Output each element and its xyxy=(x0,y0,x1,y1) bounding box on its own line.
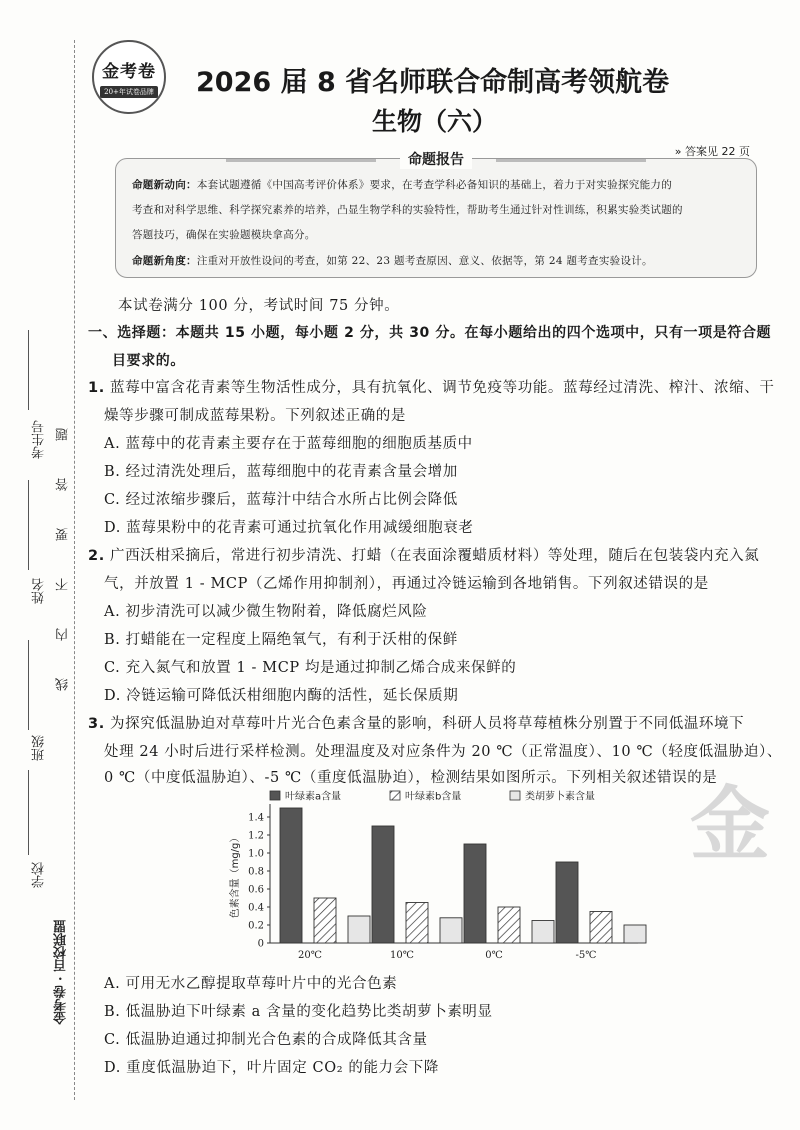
q3-stem-line3: 0 ℃（中度低温胁迫）、-5 ℃（重度低温胁迫），检测结果如图所示。下列相关叙述错误的是 xyxy=(104,770,718,786)
x-tick-label: 0℃ xyxy=(485,950,503,961)
answer-reference xyxy=(675,143,750,159)
q1-stem-line1 xyxy=(88,376,774,397)
angle-label: 命题新角度： xyxy=(132,255,197,267)
seal-char: 要 xyxy=(56,528,71,541)
q3-stem-text-1: 为探究低温胁迫对草莓叶片光合色素含量的影响，科研人员将草莓植株分别置于不同低温环境下 xyxy=(110,716,745,732)
q3-stem-line1 xyxy=(88,712,744,733)
q2-number: 2. xyxy=(88,548,105,564)
margin-label-name: 姓名 xyxy=(32,578,47,604)
paper-subtitle: 生物（六） xyxy=(372,107,498,136)
y-tick-label: 1.4 xyxy=(248,812,264,824)
q3-number: 3. xyxy=(88,716,105,732)
q1-stem-line2: 燥等步骤可制成蓝莓果粉。下列叙述正确的是 xyxy=(104,408,406,424)
q1-option-d: D. 蓝莓果粉中的花青素可通过抗氧化作用减缓细胞衰老 xyxy=(104,520,474,536)
x-tick-label: 20℃ xyxy=(298,950,322,961)
q2-option-b: B. 打蜡能在一定程度上隔绝氧气，有利于沃柑的保鲜 xyxy=(104,632,458,648)
y-tick-label: 0.8 xyxy=(248,866,264,878)
margin-label-class: 班级 xyxy=(32,735,47,761)
report-decoration-right xyxy=(496,159,646,162)
pigment-bar-chart xyxy=(208,788,648,966)
x-tick-label: -5℃ xyxy=(575,950,597,961)
report-angle xyxy=(132,249,742,274)
q3-option-a: A. 可用无水乙醇提取草莓叶片中的光合色素 xyxy=(104,976,398,992)
margin-label-exam-number: 考生号 xyxy=(32,420,47,459)
bar-chlb xyxy=(590,912,612,944)
bar-carotenoid xyxy=(532,921,554,944)
seal-char: 题 xyxy=(56,428,71,441)
section1-heading-line1: 一、选择题：本题共 15 小题，每小题 2 分，共 30 分。在每小题给出的四个选项中，只有一项是符合题 xyxy=(88,325,772,341)
seal-char: 不 xyxy=(56,578,71,591)
q3-option-c: C. 低温胁迫通过抑制光合色素的合成降低其含量 xyxy=(104,1032,428,1048)
margin-brand: 金考卷 · 百校联盟 xyxy=(54,920,69,1025)
brand-logo xyxy=(92,40,166,114)
section1-heading-line2: 目要求的。 xyxy=(112,353,185,369)
q2-option-d: D. 冷链运输可降低沃柑细胞内酶的活性，延长保质期 xyxy=(104,688,459,704)
q1-option-b: B. 经过清洗处理后，蓝莓细胞中的花青素含量会增加 xyxy=(104,464,458,480)
report-title: 命题报告 xyxy=(400,149,472,169)
q2-stem-line2: 气，并放置 1 - MCP（乙烯作用抑制剂），再通过冷链运输到各地销售。下列叙述错误的是 xyxy=(104,576,709,592)
legend-label: 叶绿素a含量 xyxy=(285,791,342,803)
watermark: 金 xyxy=(690,777,770,871)
logo-sub-text: 20+年试卷品牌 xyxy=(100,86,158,98)
y-tick-label: 0 xyxy=(257,938,264,950)
q2-option-a: A. 初步清洗可以减少微生物附着，降低腐烂风险 xyxy=(104,604,428,620)
bar-carotenoid xyxy=(348,916,370,943)
q3-stem-line2: 处理 24 小时后进行采样检测。处理温度及对应条件为 20 ℃（正常温度）、10 ℃（轻度低温胁迫）、 xyxy=(104,744,782,760)
q2-option-c: C. 充入氮气和放置 1 - MCP 均是通过抑制乙烯合成来保鲜的 xyxy=(104,660,517,676)
y-tick-label: 0.2 xyxy=(248,920,264,932)
answer-reference-text: 答案见 22 页 xyxy=(685,145,750,158)
bar-carotenoid xyxy=(624,925,646,943)
bar-chlb xyxy=(498,907,520,943)
legend-swatch xyxy=(510,791,520,800)
bar-carotenoid xyxy=(440,918,462,943)
legend-swatch xyxy=(270,791,280,800)
binding-dashed-line xyxy=(74,40,75,1100)
class-field xyxy=(28,640,29,730)
bar-chlb xyxy=(314,898,336,943)
q3-option-b: B. 低温胁迫下叶绿素 a 含量的变化趋势比类胡萝卜素明显 xyxy=(104,1004,493,1020)
q2-stem-text-1: 广西沃柑采摘后，常进行初步清洗、打蜡（在表面涂覆蜡质材料）等处理，随后在包装袋内充入氮 xyxy=(110,548,760,564)
q1-stem-text-1: 蓝莓中富含花青素等生物活性成分，具有抗氧化、调节免疫等功能。蓝莓经过清洗、榨汁、浓缩、干 xyxy=(110,380,775,396)
report-trend xyxy=(132,173,742,248)
margin-label-school: 学校 xyxy=(32,862,47,888)
paper-intro: 本试卷满分 100 分，考试时间 75 分钟。 xyxy=(118,298,400,314)
trend-label: 命题新动向： xyxy=(132,179,197,191)
double-chevron-icon: » xyxy=(674,145,682,158)
q1-option-a: A. 蓝莓中的花青素主要存在于蓝莓细胞的细胞质基质中 xyxy=(104,436,473,452)
report-decoration-left xyxy=(226,159,376,162)
logo-main-text: 金考卷 xyxy=(102,61,156,82)
bar-chlb xyxy=(406,903,428,944)
y-axis-label: 色素含量（mg/g） xyxy=(230,832,241,919)
trend-text-3: 答题技巧，确保在实验题模块拿高分。 xyxy=(132,229,316,241)
angle-text: 注重对开放性设问的考查，如第 22、23 题考查原因、意义、依据等，第 24 题考查实验设计。 xyxy=(196,255,653,267)
bar-chla xyxy=(464,844,486,943)
q1-option-c: C. 经过浓缩步骤后，蓝莓汁中结合水所占比例会降低 xyxy=(104,492,458,508)
q2-stem-line1 xyxy=(88,544,759,565)
y-tick-label: 0.4 xyxy=(248,902,264,914)
seal-char: 答 xyxy=(56,478,71,491)
exam-number-field xyxy=(28,330,29,410)
legend-label: 叶绿素b含量 xyxy=(405,791,462,803)
school-field xyxy=(28,770,29,855)
x-tick-label: 10℃ xyxy=(390,950,414,961)
legend-swatch xyxy=(390,791,400,800)
y-tick-label: 1.2 xyxy=(248,830,264,842)
bar-chla xyxy=(280,808,302,943)
q1-number: 1. xyxy=(88,380,105,396)
seal-char: 线 xyxy=(56,678,71,691)
trend-text-2: 考查和对科学思维、科学探究素养的培养，凸显生物学科的实验特性，帮助考生通过针对性训练，积累实验类试题的 xyxy=(132,204,683,216)
q3-option-d: D. 重度低温胁迫下，叶片固定 CO₂ 的能力会下降 xyxy=(104,1060,439,1076)
legend-label: 类胡萝卜素含量 xyxy=(525,791,595,803)
bar-chla xyxy=(372,826,394,943)
y-tick-label: 0.6 xyxy=(248,884,264,896)
seal-char: 内 xyxy=(56,628,71,641)
name-field xyxy=(28,480,29,570)
trend-text-1: 本套试题遵循《中国高考评价体系》要求，在考查学科必备知识的基础上，着力于对实验探究能力的 xyxy=(196,179,673,191)
bar-chla xyxy=(556,862,578,943)
paper-title: 2026 届 8 省名师联合命制高考领航卷 xyxy=(196,67,670,98)
y-tick-label: 1.0 xyxy=(248,848,264,860)
report-box xyxy=(115,152,757,278)
